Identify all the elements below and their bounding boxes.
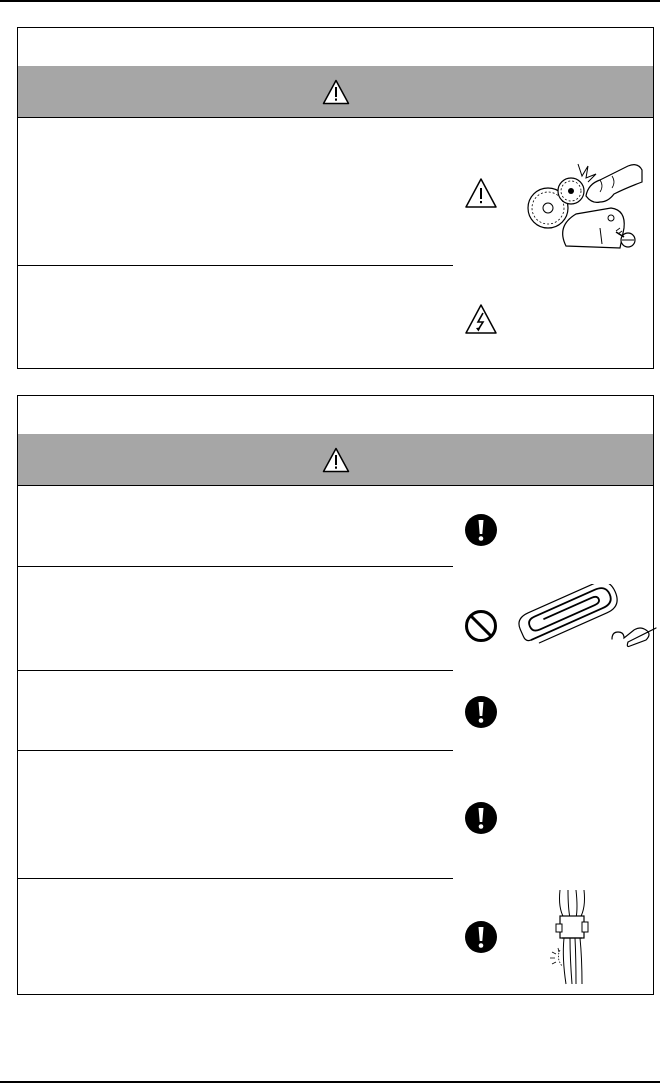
footer-rule (0, 1081, 660, 1083)
caution-panel-2 (17, 395, 654, 995)
panel-2-row-divider-2 (18, 670, 453, 671)
panel-2-row-divider-3 (18, 750, 453, 751)
caution-triangle-icon (464, 177, 498, 209)
mandatory-exclamation-icon (464, 513, 498, 547)
panel-2-row-divider-1 (18, 566, 453, 567)
panel-2-title-row (18, 396, 653, 435)
panel-1-row-divider (18, 265, 453, 266)
panel-2-row-divider-4 (18, 878, 453, 879)
gear-hand-screw-illustration (516, 136, 646, 256)
header-rule (0, 0, 660, 2)
panel-1-warning-band (18, 66, 653, 118)
electric-shock-triangle-icon (464, 303, 498, 335)
panel-1-title-row (18, 28, 653, 67)
panel-2-warning-band (18, 434, 653, 486)
prohibition-circle-icon (464, 609, 498, 643)
mandatory-exclamation-icon (464, 801, 498, 835)
paper-clips-illustration (516, 584, 660, 654)
caution-triangle-icon (322, 447, 350, 473)
mandatory-exclamation-icon (464, 920, 498, 954)
caution-panel-1 (17, 27, 654, 369)
damaged-harness-illustration (542, 888, 602, 988)
mandatory-exclamation-icon (464, 695, 498, 729)
caution-triangle-icon (322, 79, 350, 105)
